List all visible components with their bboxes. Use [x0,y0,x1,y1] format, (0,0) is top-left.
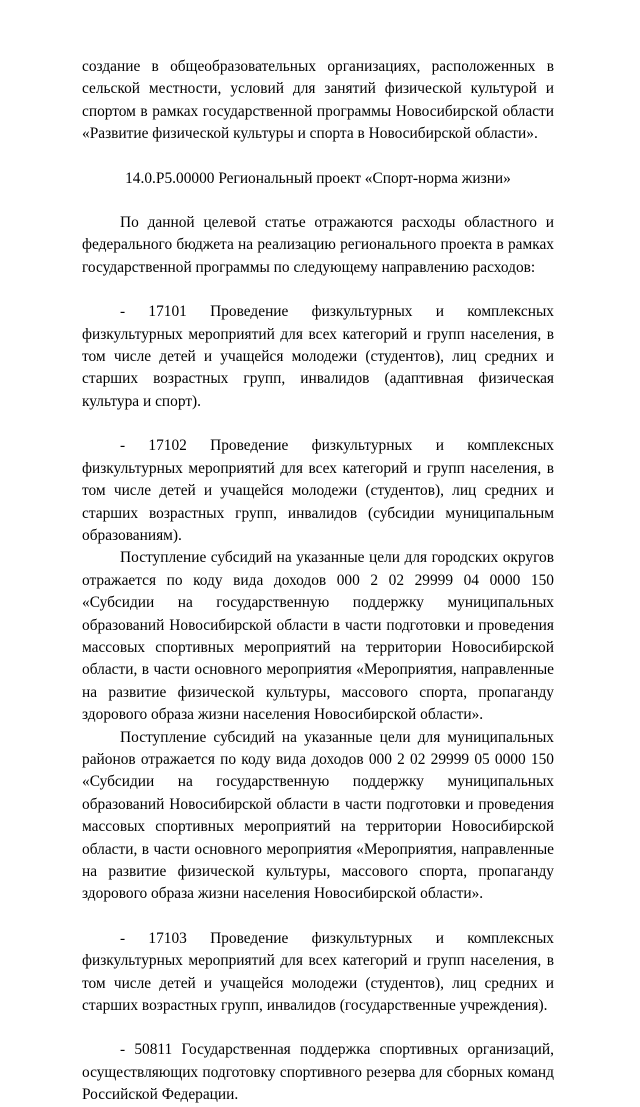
income-okrug-paragraph: Поступление субсидий на указанные цели для городских округов отражается по коду вида доходов 000 2 02 29999 04 0000 150 «Субсидии на государственную поддержку муниципальных образований Новосибирской области в части подготовки и проведения массовых спортивных мероприятий на территории Новосибирской области, в части основного мероприятия «Мероприятия, направленные на развитие физической культуры, массового спорта, пропаганду здорового образа жизни населения Новосибирской области». [82,549,554,724]
document-body [82,56,554,1107]
expense-item-50811: - 50811 Государственная поддержка спортивных организаций, осуществляющих подготовку спортивного резерва для сборных команд Российской Федерации. [82,1041,554,1104]
income-rayon-paragraph: Поступление субсидий на указанные цели для муниципальных районов отражается по коду вида доходов 000 2 02 29999 05 0000 150 «Субсидии на государственную поддержку муниципальных образований Новосибирской области в части подготовки и проведения массовых спортивных мероприятий на территории Новосибирской области, в части основного мероприятия «Мероприятия, направленные на развитие физической культуры, массового спорта, пропаганду здорового образа жизни населения Новосибирской области». [82,728,554,903]
lead-paragraph: По данной целевой статье отражаются расходы областного и федерального бюджета на реализацию регионального проекта в рамках государственной программы по следующему направлению расходов: [82,214,554,276]
expense-item-17101: - 17101 Проведение физкультурных и комплексных физкультурных мероприятий для всех категорий и групп населения, в том числе детей и учащейся молодежи (студентов), лиц средних и старших возрастных групп, инвалидов (адаптивная физическая культура и спорт). [82,303,554,410]
expense-item-17102: - 17102 Проведение физкультурных и комплексных физкультурных мероприятий для всех категорий и групп населения, в том числе детей и учащейся молодежи (студентов), лиц средних и старших возрастных групп, инвалидов (субсидии муниципальным образованиям). [82,437,554,544]
intro-paragraph: создание в общеобразовательных организациях, расположенных в сельской местности, условий для занятий физической культурой и спортом в рамках государственной программы Новосибирской области «Развитие физической культуры и спорта в Новосибирской области». [82,58,554,143]
expense-item-17103: - 17103 Проведение физкультурных и комплексных физкультурных мероприятий для всех категорий и групп населения, в том числе детей и учащейся молодежи (студентов), лиц средних и старших возрастных групп, инвалидов (государственные учреждения). [82,929,554,1015]
section-heading: 14.0.Р5.00000 Региональный проект «Спорт-норма жизни» [125,169,511,187]
